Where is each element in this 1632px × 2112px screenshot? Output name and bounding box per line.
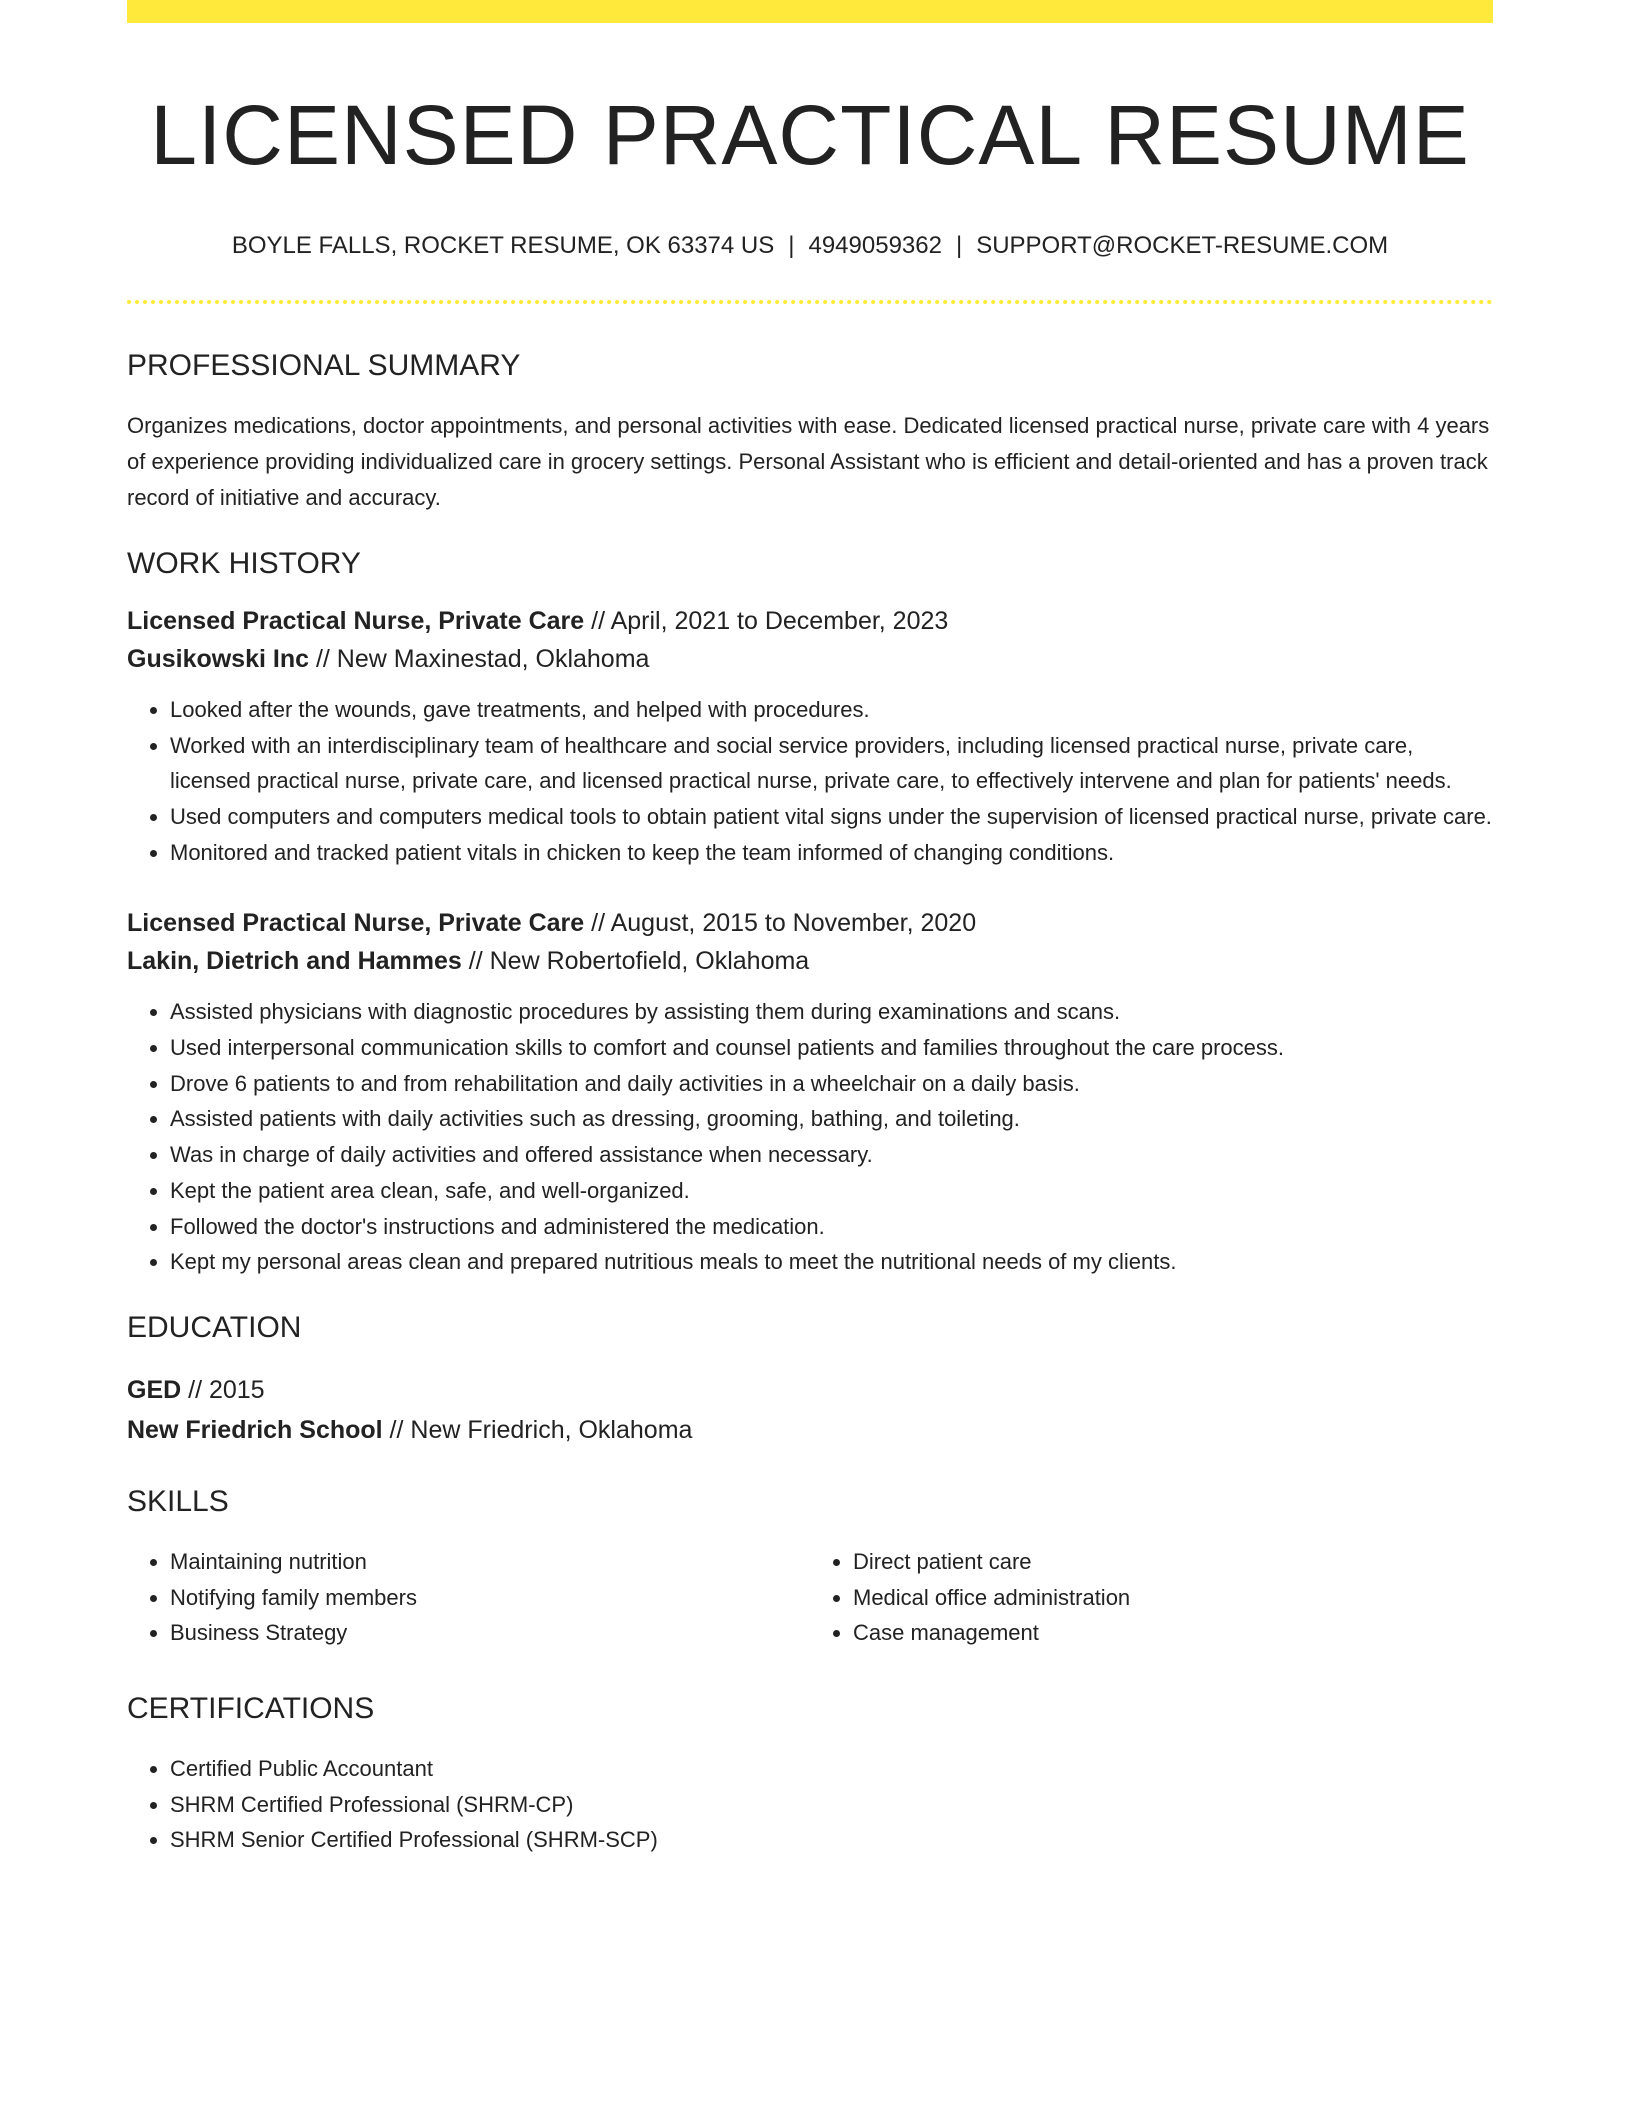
job-bullet: • Looked after the wounds, gave treatments, and helped with procedures.: [170, 692, 1493, 728]
contact-address: BOYLE FALLS, ROCKET RESUME, OK 63374 US: [231, 231, 775, 259]
education-school-line: [127, 1410, 1493, 1450]
skills-column-right: [810, 1544, 1493, 1651]
work-history-section: [127, 546, 1493, 1280]
job-bullet: • Kept the patient area clean, safe, and well-organized.: [170, 1173, 1493, 1209]
skills-column-left: [127, 1544, 810, 1651]
education-section: [127, 1310, 1493, 1450]
skill-item: • Notifying family members: [170, 1580, 810, 1616]
contact-separator: |: [788, 231, 795, 259]
skill-item: • Case management: [853, 1615, 1493, 1651]
job-company-line: [127, 942, 1493, 980]
job-bullets: [127, 692, 1493, 871]
job-title-line: [127, 602, 1493, 640]
skill-item: • Direct patient care: [853, 1544, 1493, 1580]
job-bullet: • Assisted physicians with diagnostic procedures by assisting them during examinations and scans.: [170, 994, 1493, 1030]
skill-item: • Medical office administration: [853, 1580, 1493, 1616]
skill-item: • Maintaining nutrition: [170, 1544, 810, 1580]
education-school: New Friedrich School: [127, 1415, 383, 1444]
job-bullet: • Monitored and tracked patient vitals in chicken to keep the team informed of changing conditions.: [170, 835, 1493, 871]
job-entry: [127, 602, 1493, 871]
contact-line: [127, 230, 1493, 262]
job-title: Licensed Practical Nurse, Private Care: [127, 606, 585, 635]
certifications-list: [127, 1751, 1493, 1858]
section-heading: WORK HISTORY: [127, 546, 361, 580]
job-bullet: • Worked with an interdisciplinary team of healthcare and social service providers, including licensed practical nurse, private care, licensed practical nurse, private care, and licensed practical nurse, private care, to effectively intervene and plan for patients' needs.: [170, 728, 1493, 799]
education-year: // 2015: [181, 1375, 265, 1404]
contact-separator: |: [955, 231, 963, 259]
section-heading: EDUCATION: [127, 1310, 302, 1344]
job-bullet: • Kept my personal areas clean and prepared nutritious meals to meet the nutritional needs of my clients.: [170, 1244, 1493, 1280]
summary-section: [127, 348, 1493, 516]
job-bullet: • Was in charge of daily activities and offered assistance when necessary.: [170, 1137, 1493, 1173]
job-dates: // April, 2021 to December, 2023: [584, 606, 949, 635]
education-degree-line: [127, 1370, 1493, 1410]
certification-item: • SHRM Certified Professional (SHRM-CP): [170, 1787, 1493, 1823]
education-degree: GED: [127, 1375, 182, 1404]
top-accent-bar: [127, 0, 1493, 23]
job-entry: [127, 904, 1493, 1280]
contact-email: SUPPORT@ROCKET-RESUME.COM: [976, 231, 1389, 259]
certification-item: • SHRM Senior Certified Professional (SHRM-SCP): [170, 1822, 1493, 1858]
job-title: Licensed Practical Nurse, Private Care: [127, 909, 585, 938]
section-heading: SKILLS: [127, 1484, 229, 1518]
resume-title: LICENSED PRACTICAL RESUME: [150, 88, 1470, 182]
job-bullet: • Followed the doctor's instructions and administered the medication.: [170, 1209, 1493, 1245]
education-location: // New Friedrich, Oklahoma: [382, 1415, 693, 1444]
job-bullets: [127, 994, 1493, 1280]
skills-grid: [127, 1544, 1493, 1651]
summary-text: Organizes medications, doctor appointments, and personal activities with ease. Dedicated licensed practical nurse, private care with 4 years of experience providing individualized care in grocery settings. Personal Assistant who is efficient and detail-oriented and has a proven track record of initiative and accuracy.: [127, 412, 1490, 510]
section-heading: PROFESSIONAL SUMMARY: [127, 348, 521, 382]
skill-item: • Business Strategy: [170, 1615, 810, 1651]
job-bullet: • Assisted patients with daily activities such as dressing, grooming, bathing, and toileting.: [170, 1101, 1493, 1137]
job-location: // New Robertofield, Oklahoma: [461, 947, 810, 976]
resume-page: [127, 0, 1493, 1858]
certifications-section: [127, 1691, 1493, 1858]
job-location: // New Maxinestad, Oklahoma: [309, 644, 650, 673]
job-title-line: [127, 904, 1493, 942]
certification-item: • Certified Public Accountant: [170, 1751, 1493, 1787]
job-company: Gusikowski Inc: [127, 644, 310, 673]
job-bullet: • Used interpersonal communication skills to comfort and counsel patients and families throughout the care process.: [170, 1030, 1493, 1066]
job-bullet: • Used computers and computers medical tools to obtain patient vital signs under the supervision of licensed practical nurse, private care.: [170, 799, 1493, 835]
skills-section: [127, 1484, 1493, 1651]
job-company: Lakin, Dietrich and Hammes: [127, 947, 462, 976]
job-company-line: [127, 640, 1493, 678]
education-entry: [127, 1370, 1493, 1450]
job-dates: // August, 2015 to November, 2020: [584, 909, 977, 938]
job-bullet: • Drove 6 patients to and from rehabilitation and daily activities in a wheelchair on a daily basis.: [170, 1066, 1493, 1102]
dotted-divider: [127, 300, 1493, 304]
section-heading: CERTIFICATIONS: [127, 1692, 375, 1726]
contact-phone: 4949059362: [808, 231, 942, 259]
